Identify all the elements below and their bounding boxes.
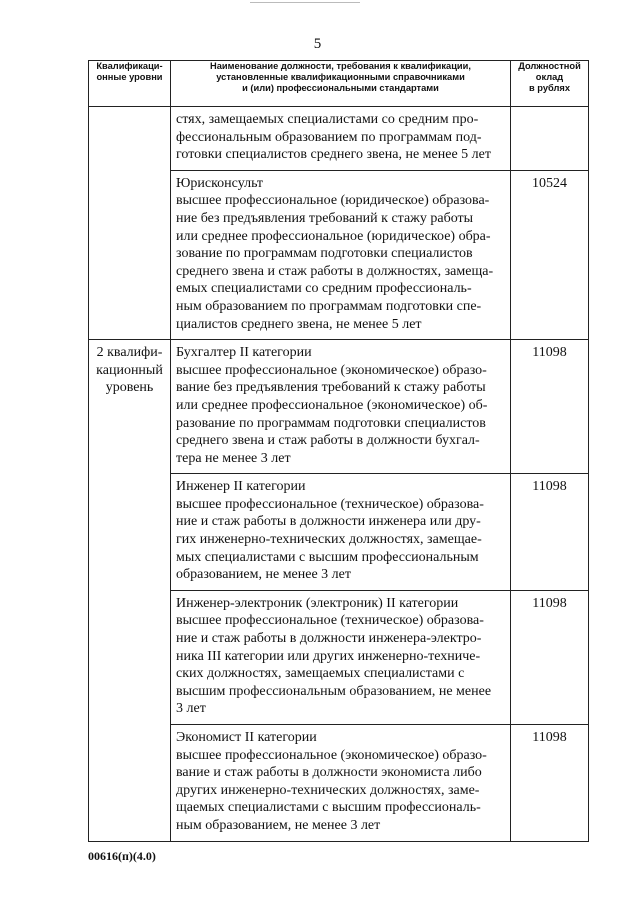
position-cell (171, 725, 511, 842)
position-cell (171, 590, 511, 724)
position-title: Юрисконсульт (176, 175, 264, 191)
salary-table (88, 60, 589, 842)
position-requirements: высшее профессиональное (экономическое) образо- вание без предъявления требований к стажу работы или среднее профессиональное (экономическое) об- разование по программам подготовки специалистов среднего звена и стаж работы в должности бухгал- тера не менее 3 лет (176, 362, 488, 466)
page-number: 5 (313, 36, 322, 52)
position-title: Экономист II категории (176, 730, 317, 745)
position-requirements: высшее профессиональное (техническое) образова- ние и стаж работы в должности инженера или дру- гих инженерно-технических должностях, замещае- мых специалистами с высшим профессиональным образованием, не менее 3 лет (176, 496, 484, 583)
position-title: Инженер II категории (176, 479, 306, 495)
scan-artifact-line (250, 2, 360, 3)
document-code: 00616(п)(4.0) (88, 849, 156, 863)
salary-cell (511, 107, 589, 171)
position-cell (171, 340, 511, 474)
level-cell (89, 107, 171, 340)
table-header-row (89, 61, 589, 107)
position-requirements: высшее профессиональное (юридическое) образова- ние без предъявления требований к стажу работы или среднее профессиональное (юридическое) обра- зование по программам подготовки специалистов среднего звена и стаж работы в должностях, замеща- емых специалистами со средним профессиональ- ным образованием по программам подготовки спе- циалистов среднего звена, не менее 5 лет (176, 193, 494, 332)
position-title: Бухгалтер II категории (176, 345, 312, 361)
header-qualification-levels: Квалификаци- онные уровни (89, 61, 171, 107)
position-title: Инженер-электроник (электроник) II категории (176, 595, 459, 611)
salary-cell: 11098 (511, 340, 589, 474)
position-cell: стях, замещаемых специалистами со средним про- фессиональным образованием по программам под- готовки специалистов среднего звена, не менее 5 лет (171, 107, 511, 171)
header-salary: Должностной оклад в рублях (511, 61, 589, 107)
table-row (89, 107, 589, 171)
position-requirements: высшее профессиональное (техническое) образова- ние и стаж работы в должности инженера-электро- ника III категории или других инженерно-техниче- ских должностях, замещаемых специалистами с высшим профессиональным образованием, не менее 3 лет (176, 613, 492, 717)
table-row (89, 340, 589, 474)
salary-cell: 11098 (511, 590, 589, 724)
position-cell (171, 170, 511, 339)
level-cell: 2 квалифи- кационный уровень (89, 340, 171, 841)
salary-cell: 10524 (511, 170, 589, 339)
header-position-requirements: Наименование должности, требования к квалификации, установленные квалификационными справочниками и (или) профессиональными стандартами (171, 61, 511, 107)
position-requirements: высшее профессиональное (экономическое) образо- вание и стаж работы в должности экономиста либо других инженерно-технических должностях, заме- щаемых специалистами с высшим профессиональ- ным образованием, не менее 3 лет (176, 747, 487, 833)
salary-cell: 11098 (511, 725, 589, 842)
position-cell (171, 474, 511, 591)
salary-cell: 11098 (511, 474, 589, 591)
